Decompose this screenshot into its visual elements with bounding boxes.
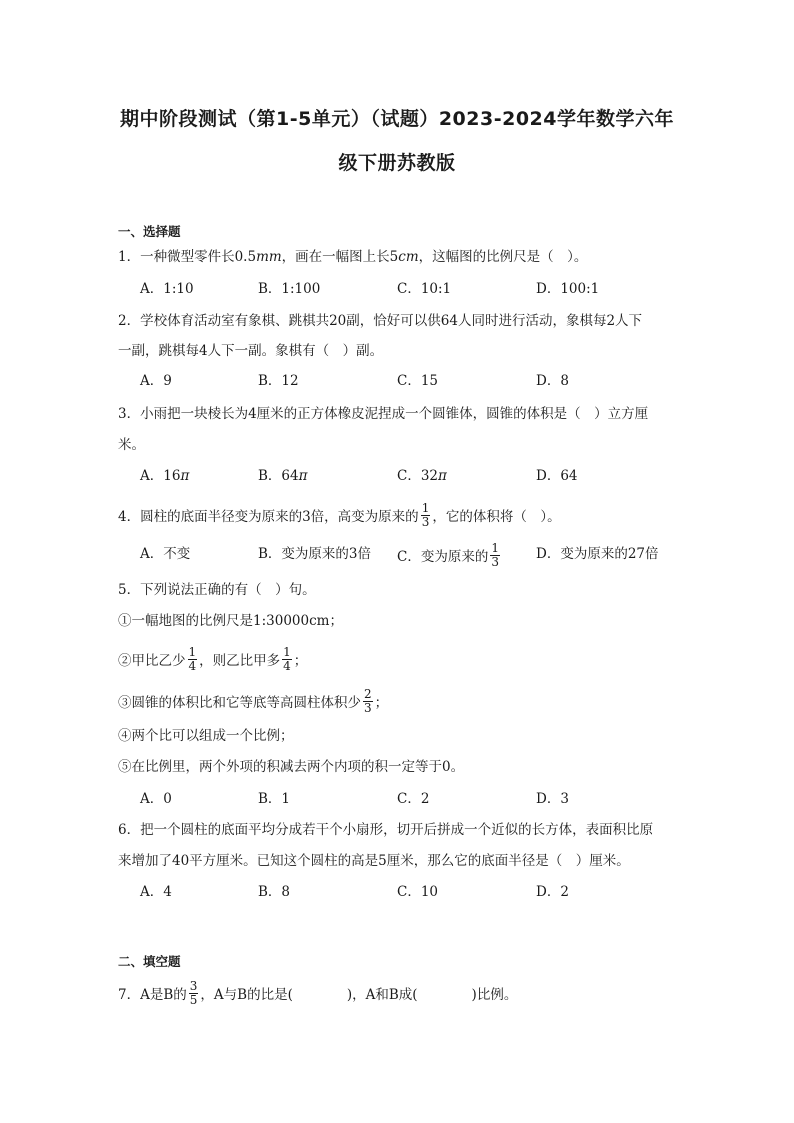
question-3-line2: 米。 xyxy=(118,437,145,453)
q5-option-d: D．3 xyxy=(536,791,569,807)
question-1: 1．一种微型零件长0.5mm，画在一幅图上长5cm，这幅图的比例尺是（ ）。 xyxy=(118,249,588,265)
q5-statement-5: ⑤在比例里，两个外项的积减去两个内项的积一定等于0。 xyxy=(118,759,465,775)
q3-option-a: A．16π xyxy=(140,468,190,484)
q5-statement-4: ④两个比可以组成一个比例； xyxy=(118,728,294,744)
q5-option-a: A．0 xyxy=(140,791,172,807)
q2-option-c: C．15 xyxy=(397,373,439,389)
q6-option-d: D．2 xyxy=(536,884,569,900)
q4-option-c: C．变为原来的 $\frac{1}{3}$ xyxy=(397,541,499,569)
question-3-line1: 3．小雨把一块棱长为4厘米的正方体橡皮泥捏成一个圆锥体，圆锥的体积是（ ）立方厘 xyxy=(118,406,649,422)
q1-option-a: A．1:10 xyxy=(140,281,194,297)
q4-option-d: D．变为原来的27倍 xyxy=(536,546,659,562)
fraction-one-third: $\frac{1}{3}$ xyxy=(421,501,430,529)
q1-option-c: C．10:1 xyxy=(397,281,452,297)
exam-title-line2: 级下册苏教版 xyxy=(338,152,456,174)
pi-symbol: π xyxy=(438,468,447,484)
q4-option-a: A．不变 xyxy=(140,546,191,562)
q6-option-c: C．10 xyxy=(397,884,439,900)
exam-title-line1: 期中阶段测试（第1-5单元）（试题）2023-2024学年数学六年 xyxy=(120,108,674,130)
q5-option-b: B．1 xyxy=(258,791,291,807)
pi-symbol: π xyxy=(180,468,190,484)
q6-option-a: A．4 xyxy=(140,884,172,900)
section-heading-fill-in: 二、填空题 xyxy=(118,954,181,969)
q3-option-d: D．64 xyxy=(536,468,578,484)
q6-option-b: B．8 xyxy=(258,884,291,900)
q1-option-b: B．1:100 xyxy=(258,281,321,297)
q3-option-c: C．32π xyxy=(397,468,447,484)
q5-statement-2: ②甲比乙少 $\frac{1}{4}$ ，则乙比甲多 $\frac{1}{4}$ ； xyxy=(118,645,308,673)
q4-option-b: B．变为原来的3倍 xyxy=(258,546,372,562)
section-heading-choice: 一、选择题 xyxy=(118,224,181,239)
q5-option-c: C．2 xyxy=(397,791,430,807)
fraction-one-third: $\frac{1}{3}$ xyxy=(491,541,499,569)
q3-option-b: B．64π xyxy=(258,468,308,484)
question-5-stem: 5．下列说法正确的有（ ）句。 xyxy=(118,582,316,598)
q5-statement-1: ①一幅地图的比例尺是1:30000cm； xyxy=(118,613,343,629)
fraction-three-fifths: $\frac{3}{5}$ xyxy=(189,979,198,1007)
q5-statement-3: ③圆锥的体积比和它等底等高圆柱体积少 $\frac{2}{3}$ ； xyxy=(118,687,389,715)
fraction-one-quarter: $\frac{1}{4}$ xyxy=(283,645,291,673)
pi-symbol: π xyxy=(298,468,308,484)
q1-option-d: D．100:1 xyxy=(536,281,600,297)
question-6-line1: 6．把一个圆柱的底面平均分成若干个小扇形，切开后拼成一个近似的长方体，表面积比原 xyxy=(118,822,654,838)
question-2-line2: 一副，跳棋每4人下一副。象棋有（ ）副。 xyxy=(118,343,384,359)
question-7: 7．A是B的 $\frac{3}{5}$ ，A与B的比是( )，A和B成( )比例。 xyxy=(118,979,518,1007)
fraction-two-thirds: $\frac{2}{3}$ xyxy=(364,687,372,715)
q2-option-d: D．8 xyxy=(536,373,569,389)
q2-option-b: B．12 xyxy=(258,373,299,389)
question-6-line2: 来增加了40平方厘米。已知这个圆柱的高是5厘米，那么它的底面半径是（ ）厘米。 xyxy=(118,853,630,869)
q2-option-a: A．9 xyxy=(140,373,172,389)
fraction-one-quarter: $\frac{1}{4}$ xyxy=(188,645,197,673)
question-2-line1: 2．学校体育活动室有象棋、跳棋共20副，恰好可以供64人同时进行活动，象棋每2人下 xyxy=(118,313,643,329)
question-4: 4．圆柱的底面半径变为原来的3倍，高变为原来的 $\frac{1}{3}$ ，它的体积将（ ）。 xyxy=(118,501,561,529)
